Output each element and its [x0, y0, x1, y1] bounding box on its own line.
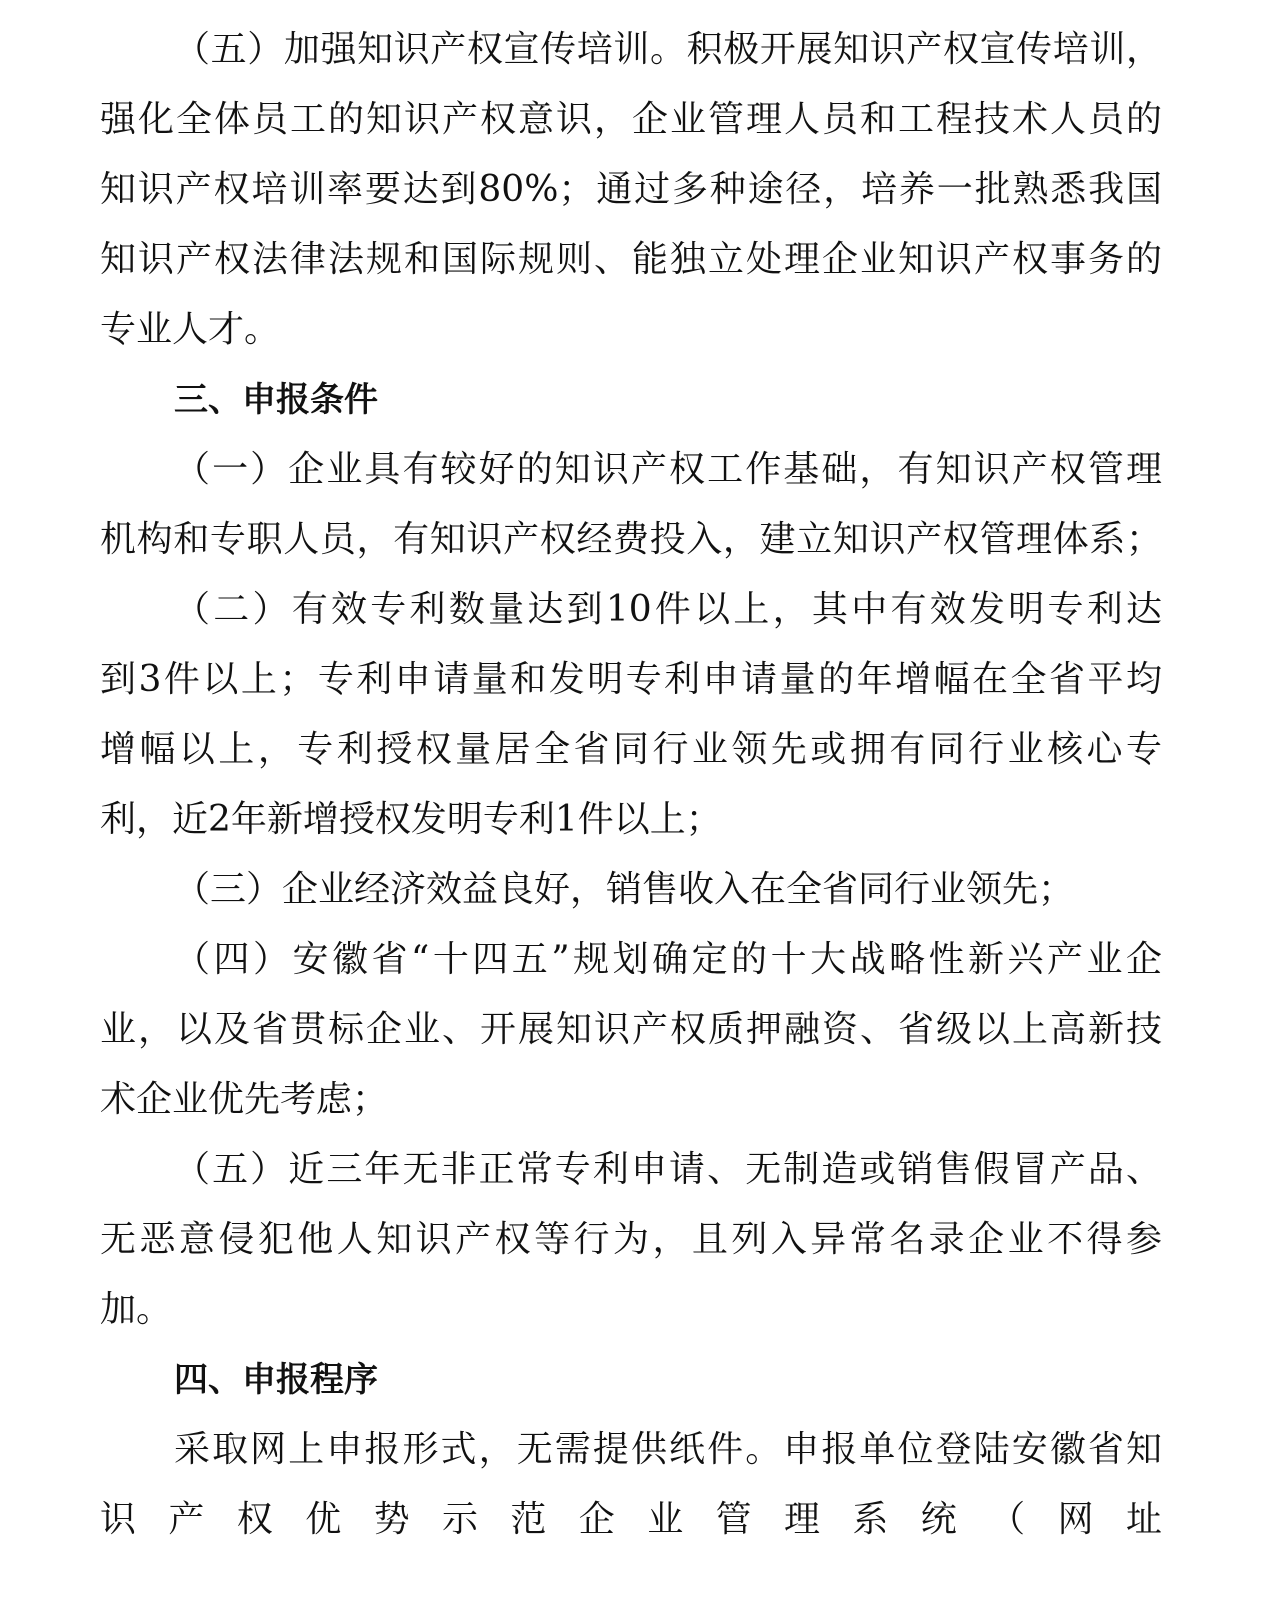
paragraph-line: 采取网上申报形式，无需提供纸件。申报单位登陆安徽省知	[174, 1429, 1162, 1470]
paragraph-line: 知识产权培训率要达到80%；通过多种途径，培养一批熟悉我国	[100, 169, 1162, 210]
paragraph-line: 到3件以上；专利申请量和发明专利申请量的年增幅在全省平均	[100, 659, 1162, 700]
paragraph-line: （五）加强知识产权宣传培训。积极开展知识产权宣传培训，	[174, 29, 1162, 70]
paragraph-line: 增幅以上，专利授权量居全省同行业领先或拥有同行业核心专	[100, 729, 1162, 770]
section-heading: 三、申报条件	[174, 380, 378, 420]
paragraph-line: 强化全体员工的知识产权意识，企业管理人员和工程技术人员的	[100, 99, 1162, 140]
paragraph-line: 机构和专职人员，有知识产权经费投入，建立知识产权管理体系；	[100, 519, 1162, 560]
paragraph-line: （一）企业具有较好的知识产权工作基础，有知识产权管理	[174, 449, 1162, 490]
paragraph-line: 知识产权法律法规和国际规则、能独立处理企业知识产权事务的	[100, 239, 1162, 280]
paragraph-line: 专业人才。	[100, 309, 281, 350]
paragraph-line: 术企业优先考虑；	[100, 1079, 389, 1120]
paragraph-line: （三）企业经济效益良好，销售收入在全省同行业领先；	[174, 869, 1075, 910]
paragraph-line: 识产权优势示范企业管理系统（网址	[100, 1499, 1162, 1540]
paragraph-line: （四）安徽省“十四五”规划确定的十大战略性新兴产业企	[174, 939, 1162, 980]
paragraph-line: 加。	[100, 1289, 173, 1330]
paragraph-line: （五）近三年无非正常专利申请、无制造或销售假冒产品、	[174, 1149, 1162, 1190]
paragraph-line: （二）有效专利数量达到10件以上，其中有效发明专利达	[174, 589, 1162, 630]
paragraph-line: 业，以及省贯标企业、开展知识产权质押融资、省级以上高新技	[100, 1009, 1162, 1050]
section-heading: 四、申报程序	[174, 1360, 378, 1400]
paragraph-line: 利，近2年新增授权发明专利1件以上；	[100, 799, 722, 840]
paragraph-line: 无恶意侵犯他人知识产权等行为，且列入异常名录企业不得参	[100, 1219, 1162, 1260]
